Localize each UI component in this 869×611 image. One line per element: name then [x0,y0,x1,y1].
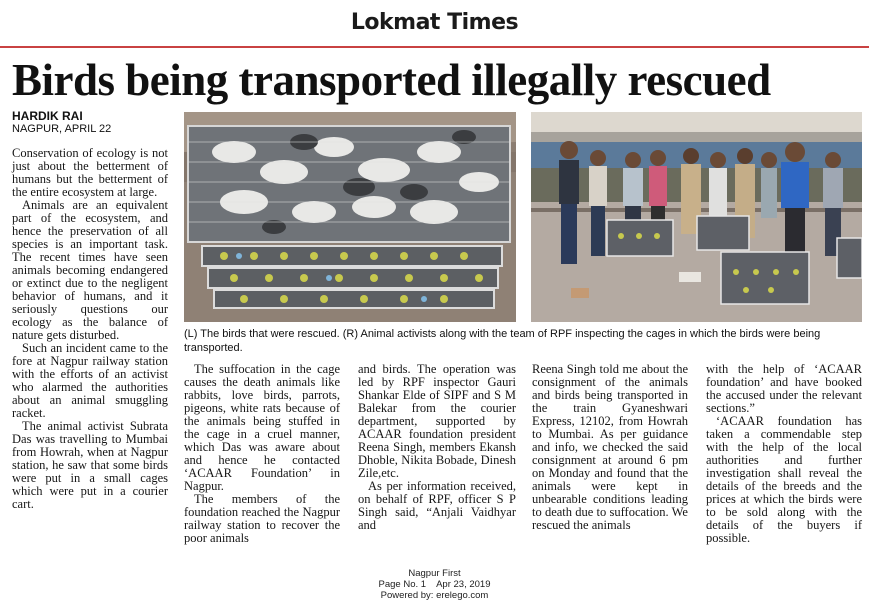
photo-rescued-birds [184,112,516,322]
edition-name: Nagpur First [408,568,461,579]
paragraph: ‘ACAAR foundation has taken a commendable step with the help of the local authorities and further investigation shall reveal the details of the breeds and the prices at which the birds were to be sold along with the details of the buyers if possible. [706,414,862,545]
paragraph: The suffocation in the cage causes the death animals like rabbits, love birds, parrots, pigeons, white rats because of the animals being stuffed in the cage in a cruel manner, which Das was aware about and hence he contacted ‘ACAAR Foundation’ in Nagpur. [184,362,340,493]
photo-rescued-birds-graphic [184,112,516,322]
masthead [0,0,869,46]
paragraph: Reena Singh told me about the consignment of the animals and birds being transported in the train Gyaneshwari Express, 12102, from Howrah to Mumbai. As per guidance and info, we checked the said consignment at around 6 pm on Monday and found that the animals were kept in unbearable conditions leading to death due to suffocation. We rescued the animals [532,362,688,532]
paragraph: Such an incident came to the fore at Nagpur railway station with the efforts of an activist who alarmed the authorities about an animal smuggling racket. [12,341,168,420]
powered-by[interactable]: Powered by: erelego.com [380,590,489,601]
page-footer [0,568,869,601]
headline: Birds being transported illegally rescued [12,55,771,105]
photo-activists-rpf [531,112,862,322]
paragraph: with the help of ‘ACAAR foundation’ and have booked the accused under the relevant sections.” [706,362,862,415]
byline: HARDIK RAI [12,109,83,123]
photo-caption: (L) The birds that were rescued. (R) Animal activists along with the team of RPF inspecting the cages in which the birds were being transported. [184,328,821,354]
paragraph: The animal activist Subrata Das was travelling to Mumbai from Howrah, when at Nagpur station, he saw that some birds were put in a small cages which were put in a courier cart. [12,419,168,511]
paragraph: Conservation of ecology is not just about the betterment of humans but the betterment of the entire ecosystem at large. [12,146,168,199]
paragraph: The members of the foundation reached the Nagpur railway station to recover the poor animals [184,492,340,545]
paragraph: As per information received, on behalf of RPF, officer S P Singh said, “Anjali Vaidhyar and [358,479,516,532]
article-column-2 [184,363,340,545]
photo-activists-rpf-graphic [531,112,862,322]
newspaper-logo: Lokmat Times [350,10,519,35]
page-info: Page No. 1 Apr 23, 2019 [378,579,491,590]
masthead-rule [0,46,869,48]
article-column-1 [12,147,168,511]
paragraph: Animals are an equivalent part of the ecosystem, and hence the preservation of all species is an important task. The recent times have seen animals becoming endangered or extinct due to the negligent behavior of humans, and it seriously questions our ecology as the balance of nature gets disturbed. [12,198,168,342]
article-column-5 [706,363,862,545]
article-column-3 [358,363,516,532]
dateline: NAGPUR, APRIL 22 [12,123,112,135]
paragraph: and birds. The operation was led by RPF inspector Gauri Shankar Elde of SIPF and S M Balekar from the courier department, supported by ACAAR foundation president Reena Singh, members Ekansh Dhoble, Nikita Bobade, Dinesh Zile,etc. [358,362,516,480]
article-column-4 [532,363,688,532]
